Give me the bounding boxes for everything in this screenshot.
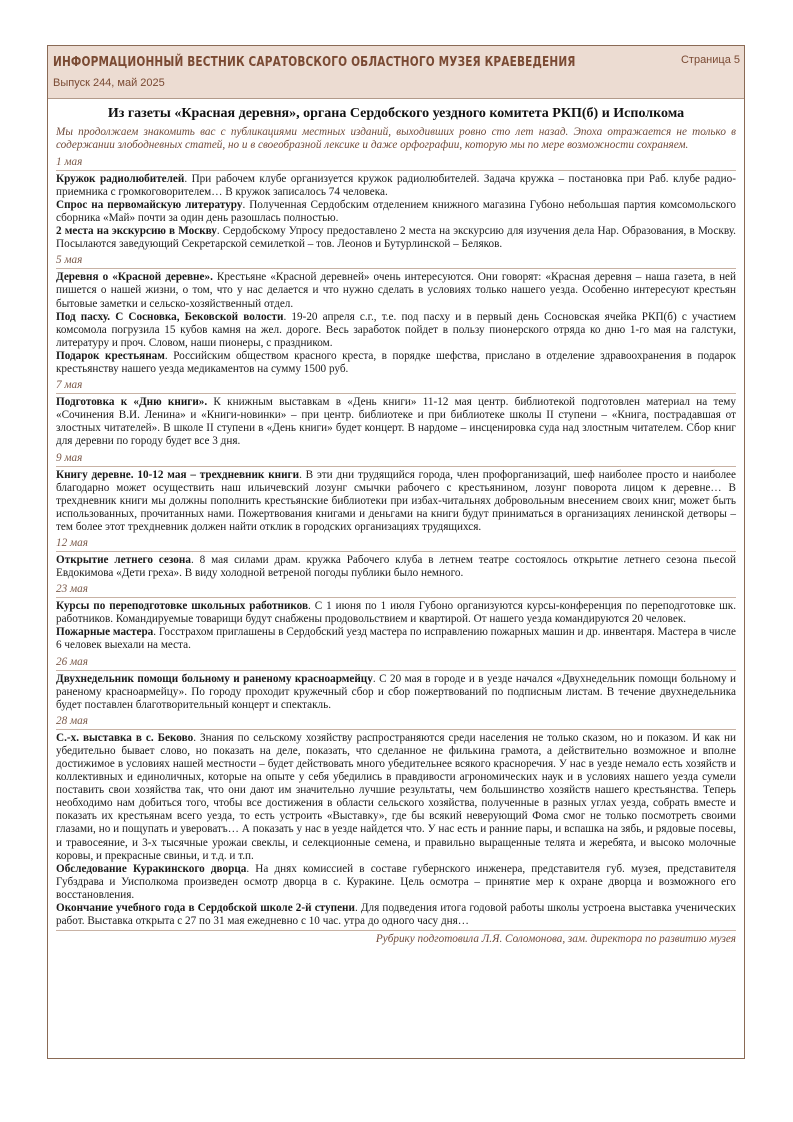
news-item-text: Крестьяне «Красной деревней» очень интересуются. Они говорят: «Красная деревня – наша газета, в ней пишется о нашей жизни, о том, что у нас делается и что нужно сделать в условиях только нашего уезда. Особенно интересуют крестьян бытовые заметки и сельско-хозяйственный отдел. [56, 271, 737, 310]
news-item-title: Курсы по переподготовке школьных работников [56, 600, 309, 613]
news-item-text: К книжным выставкам в «День книги» 11-12 мая центр. библиотекой подготовлен материал на тему «Сочинения В.И. Ленина» и «Книги-новинки» – при центр. библиотеке и при библиотеке школы II ступени – «Книга, пострадавшая от злостных читателей». В школе II ступени в «День книги» будет концерт. В нардоме – инсценировка суда над злостным читателем. Сбор книг для деревни по городу будет все 3 дня. [56, 396, 736, 448]
news-item-title: Пожарные мастера [56, 626, 154, 639]
news-item [56, 554, 736, 580]
news-item-title: С.-х. выставка в с. Беково [56, 731, 194, 744]
news-item-text: . Полученная Сердобским отделением книжного магазина Губоно небольшая партия комсомольского сборника «Май» почти за один день разошлась полностью. [56, 199, 737, 225]
news-item-text: . 19-20 апреля с.г., т.е. под пасху и в первый день Сосновская ячейка РКП(б) с участием комсомола погрузила 15 кубов камня на жел. дороге. Весь заработок пойдет в пользу пионерского отряда ко дню 1-го мая на галстуки, литературу и проч. Словом, наши пионеры, с праздником. [56, 310, 737, 349]
page-frame [47, 45, 745, 1059]
section-date: 7 мая [56, 378, 736, 394]
page-number: Страница 5 [680, 54, 740, 66]
news-item-text: . При рабочем клубе организуется кружок радиолюбителей. Задача кружка – постановка при Раб. клубе радио-приемника с громкоговорителем… В кружок записалось 74 человека. [56, 172, 736, 198]
section-date: 1 мая [56, 155, 736, 171]
news-item-text: . Знания по сельскому хозяйству распространяются среди населения не только сказом, но и показом. И как ни убедительно бывает слово, но показать на деле, показать, что сделанное не филькина грамота, а действительно возможное и вполне достижимое в условиях нашей местности – будет действовать много убедительнее всякого красноречия. У нас в уезде немало есть хозяйств и коллективных и единоличных, которые на опыте у себя убедились в правдивости агрономических наук и в условиях нашего уезда сумели поставить свои хозяйства так, что они дают им значительно лучшие результаты, чем большинство хозяйств нашего крестьянства. Теперь необходимо нам добиться того, чтобы все достижения в области сельского хозяйства, полученные в разных углах уезда, собрать вместе и показать их крестьянам всего уезда, то есть устроить «Выставку», где бы всякий неверующий Фома смог не только посмотреть своими глазами, но и пощупать и увероватъ… А показать у нас в уезде найдется что. У нас есть и ранние пары, и вспашка на зябь, и рядовые посевы, и травосеяние, и 3-х тысячные урожаи свеклы, и селекционные семена, и правильно выращенные телята и жеребята, и высоко молочные коровы, и прекрасные свиньи, и т.д. и т.п. [56, 731, 736, 862]
news-item-title: Деревня о «Красной деревне». [56, 271, 213, 284]
news-item [56, 350, 736, 376]
article-body [56, 106, 736, 946]
news-item-text: . С 1 июня по 1 июля Губоно организуются курсы-конференция по переподготовке шк. работников. Командируемые товарищи будут снабжены продовольствием и квартирой. От нашего уезда командируются 20 человек. [56, 600, 736, 626]
news-item-title: Открытие летнего сезона [56, 553, 191, 566]
section-date: 23 мая [56, 582, 736, 598]
news-item-text: . На днях комиссией в составе губернского инженера, представителя губ. музея, представителя Губздрава и Уисполкома произведен осмотр дворца в с. Куракине. Цель осмотра – принятие мер к охране дворца и возможного его восстановления. [56, 862, 736, 901]
article-title: Из газеты «Красная деревня», органа Сердобского уездного комитета РКП(б) и Исполкома [107, 106, 685, 121]
news-item [56, 902, 736, 928]
article-intro: Мы продолжаем знакомить вас с публикациями местных изданий, выходивших ровно сто лет назад. Эпоха отражается не только в содержании злободневных статей, но и в своеобразной лексике и даже орфографии, которую мы по мере возможности сохраняем. [56, 126, 736, 152]
news-item-title: Двухнедельник помощи больному и раненому красноармейцу [56, 672, 373, 685]
newsletter-title: ИНФОРМАЦИОННЫЙ ВЕСТНИК САРАТОВСКОГО ОБЛАСТНОГО МУЗЕЯ КРАЕВЕДЕНИЯ [53, 54, 576, 70]
news-item-text: . В эти дни трудящийся города, член профорганизаций, шеф наиболее просто и наиболее благодарно может осуществить наш ильичевский лозунг смычки рабочего с крестьянином, лозунг поворота лицом к деревне… В трехдневник книги мы должны пополнить крестьянские библиотеки при избах-читальнях добровольным внесением своих книг, может быть использованных, прочитанных нами. Пожертвования книгами и деньгами на книги будут приниматься в организациях ленинской детворы – тем более этот трехдневник должен найти отклик в городских организациях трудящихся. [56, 468, 736, 533]
news-item-text: . Сердобскому Упросу предоставлено 2 места на экскурсию для изучения дела Нар. Образования, в Москву. Посылаются заведующий Секретарской семилеткой – тов. Леонов и Бутурлинской – Беляков. [56, 225, 736, 251]
author-credit: Рубрику подготовила Л.Я. Соломонова, зам. директора по развитию музея [56, 930, 736, 946]
news-item-title: Спрос на первомайскую литературу [56, 199, 243, 211]
news-item [56, 732, 736, 863]
news-item-text: . Для подведения итога годовой работы школы устроена выставка ученических работ. Выставка открыта с 27 по 31 мая ежедневно с 10 час. утра до одного часу дня… [56, 902, 736, 928]
news-item [56, 673, 736, 712]
news-item [56, 173, 736, 199]
news-item [56, 600, 736, 626]
news-item-title: 2 места на экскурсию в Москву [56, 225, 217, 238]
news-item [56, 469, 736, 534]
news-item-text: . Российским обществом красного креста, в порядке шефства, прислано в отделение здравоохранения в подарок крестьянству нашего уезда медикаментов на сумму 1500 руб. [56, 349, 736, 376]
news-item-title: Подарок крестьянам [56, 349, 165, 362]
section-date: 26 мая [56, 655, 736, 671]
news-item [56, 863, 736, 902]
news-item [56, 311, 736, 350]
section-date: 9 мая [56, 451, 736, 467]
news-item-title: Окончание учебного года в Сердобской школе 2-й ступени [56, 902, 355, 915]
news-item-title: Под пасху. С Сосновка, Бековской волости [56, 310, 284, 323]
news-item [56, 396, 736, 448]
news-item [56, 199, 736, 225]
news-item-title: Обследование Куракинского дворца [56, 862, 247, 875]
news-item-text: . 8 мая силами драм. кружка Рабочего клуба в летнем театре состоялось открытие летнего сезона пьесой Евдокимова «Дети греха». В виду холодной ветреной погоды публики было немного. [56, 553, 737, 580]
section-date: 5 мая [56, 253, 736, 269]
news-item [56, 626, 736, 652]
news-item-title: Книгу деревне. 10-12 мая – трехдневник книги [56, 468, 300, 481]
news-item [56, 271, 736, 310]
issue-number: Выпуск 244, май 2025 [53, 77, 165, 89]
news-item [56, 225, 736, 251]
section-date: 28 мая [56, 714, 736, 730]
newsletter-header [48, 46, 744, 99]
news-item-title: Кружок радиолюбителей [56, 172, 185, 185]
news-sections [56, 155, 736, 928]
news-item-title: Подготовка к «Дню книги». [56, 396, 208, 409]
section-date: 12 мая [56, 536, 736, 552]
news-item-text: . С 20 мая в городе и в уезде начался «Двухнедельник помощи больному и раненому красноармейцу». По городу проходит кружечный сбор и сбор пожертвований по подписным листам. В течение двухнедельника будет поставлен благотворительный концерт и спектакль. [56, 672, 736, 711]
news-item-text: . Госстрахом приглашены в Сердобский уезд мастера по исправлению пожарных машин и др. инвентаря. Мастера в числе 6 человек выехали на места. [56, 626, 736, 652]
